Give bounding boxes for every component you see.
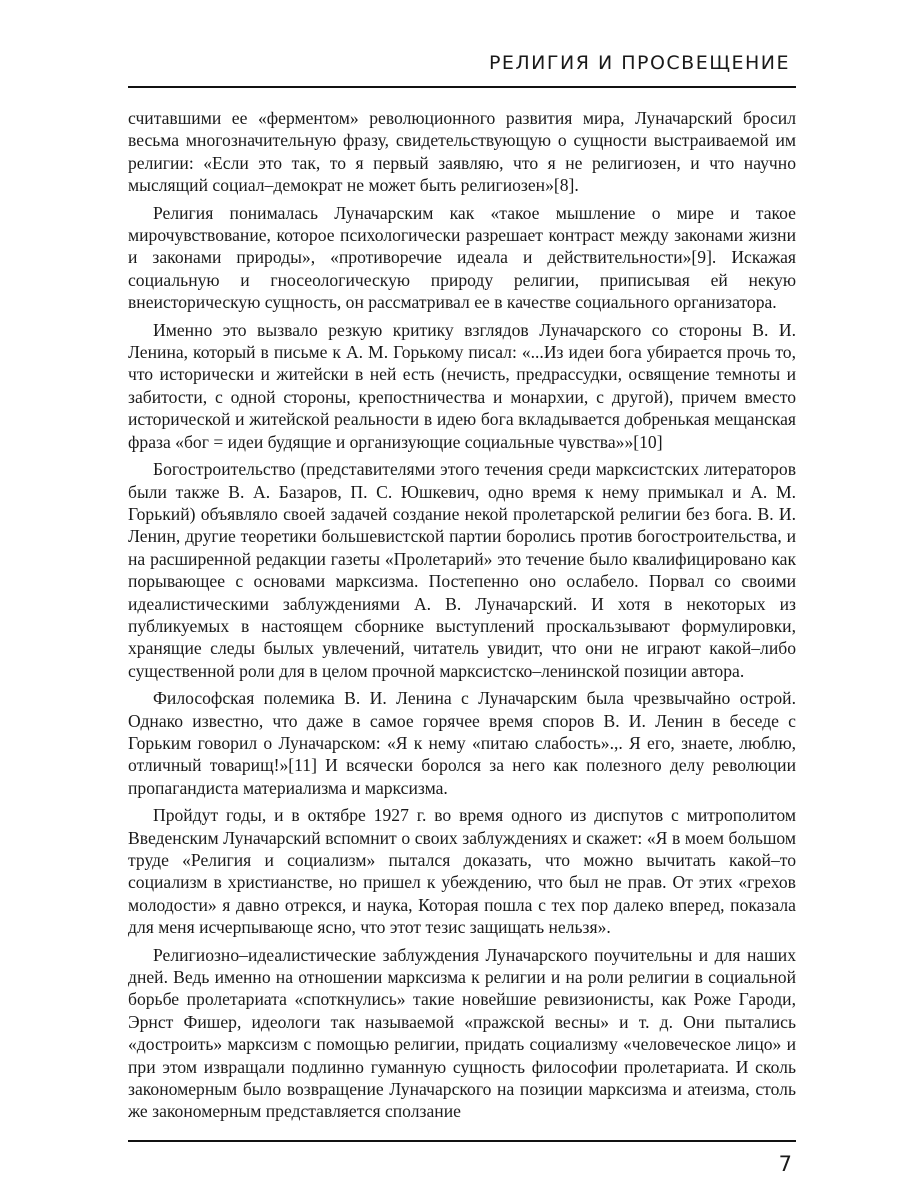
paragraph: Религиозно–идеалистические заблуждения Луначарского поучительны и для наших дней. Ведь именно на отношении марксизма к религии и на роли религии в социальной борьбе пролетариата «споткнулись» такие новейшие ревизионисты, как Роже Гароди, Эрнст Фишер, идеологи так называемой «пражской весны» и т. д. Они пытались «достроить» марксизм с помощью религии, придать социализму «человеческое лицо» и при этом извращали подлинно гуманную сущность философии пролетариата. И сколь закономерным было возвращение Луначарского на позиции марксизма и атеизма, столь же закономерным представляется сползание	[128, 944, 796, 1122]
paragraph: Религия понималась Луначарским как «такое мышление о мире и такое мирочувствование, которое психологически разрешает контраст между законами жизни и законами природы», «противоречие идеала и действительности»[9]. Искажая социальную и гносеологическую природу религии, приписывая ей некую внеисторическую сущность, он рассматривал ее в качестве социального организатора.	[128, 202, 796, 313]
page-number: 7	[778, 1152, 792, 1176]
running-header	[128, 50, 796, 88]
footer-rule	[128, 1140, 796, 1142]
paragraph: Богостроительство (представителями этого течения среди марксистских литераторов были также В. А. Базаров, П. С. Юшкевич, одно время к нему примыкал и А. М. Горький) объявляло своей задачей создание некой пролетарской религии без бога. В. И. Ленин, другие теоретики большевистской партии боролись против богостроительства, и на расширенной редакции газеты «Пролетарий» это течение было квалифицировано как порывающее с основами марксизма. Постепенно оно ослабело. Порвал со своими идеалистическими заблуждениями А. В. Луначарский. И хотя в некоторых из публикуемых в настоящем сборнике выступлений проскальзывают формулировки, хранящие следы былых увлечений, читатель увидит, что они не играют какой–либо существенной роли для в целом прочной марксистско–ленинской позиции автора.	[128, 459, 796, 681]
paragraph: считавшими ее «ферментом» революционного развития мира, Луначарский бросил весьма многозначительную фразу, свидетельствующую о сущности выстраиваемой им религии: «Если это так, то я первый заявляю, что я не религиозен, и что научно мыслящий социал–демократ не может быть религиозен»[8].	[128, 108, 796, 196]
main-text	[128, 107, 796, 1128]
paragraph: Именно это вызвало резкую критику взглядов Луначарского со стороны В. И. Ленина, который в письме к А. М. Горькому писал: «...Из идеи бога убирается прочь то, что исторически и житейски в ней есть (нечисть, предрассудки, освящение темноты и забитости, с одной стороны, крепостничества и монархии, с другой), причем вместо исторической и житейской реальности в идею бога вкладывается добренькая мещанская фраза «бог = идеи будящие и организующие социальные чувства»»[10]	[128, 319, 796, 452]
running-header-title: РЕЛИГИЯ И ПРОСВЕЩЕНИЕ	[488, 52, 790, 74]
paragraph: Пройдут годы, и в октябре 1927 г. во время одного из диспутов с митрополитом Введенским Луначарский вспомнит о своих заблуждениях и скажет: «Я в моем большом труде «Религия и социализм» пытался доказать, что можно вычитать какой–то социализм в христианстве, но пришел к убеждению, что был не прав. От этих «грехов молодости» я давно отрекся, и наука, Которая пошла с тех пор далеко вперед, показала для меня исчерпывающе ясно, что этот тезис защищать нельзя».	[128, 805, 796, 938]
paragraph: Философская полемика В. И. Ленина с Луначарским была чрезвычайно острой. Однако известно, что даже в самое горячее время споров В. И. Ленин в беседе с Горьким говорил о Луначарском: «Я к нему «питаю слабость».,. Я его, знаете, люблю, отличный товарищ!»[11] И всячески боролся за него как полезного делу революции пропагандиста материализма и марксизма.	[128, 688, 796, 798]
